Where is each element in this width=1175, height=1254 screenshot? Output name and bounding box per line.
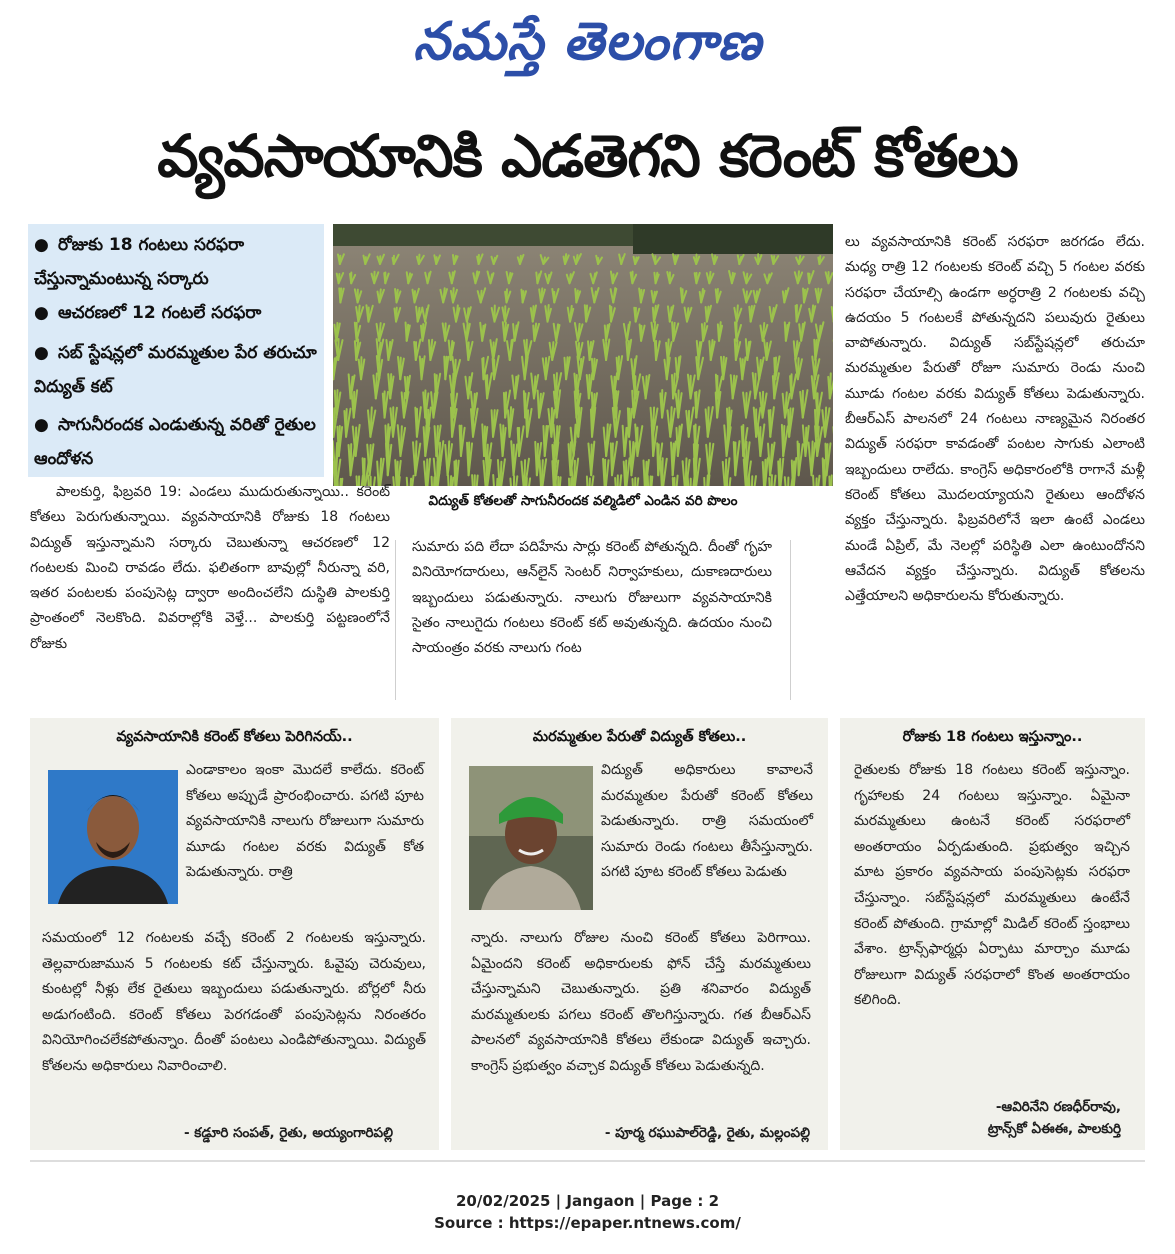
quote-box-farmer-2 — [451, 718, 828, 1150]
quote-box-title: మరమ్మతుల పేరుతో విద్యుత్ కోతలు.. — [532, 729, 747, 745]
article-text: లు వ్యవసాయానికి కరెంట్ సరఫరా జరగడం లేదు. మధ్య రాత్రి 12 గంటలకు కరెంట్ వచ్చి 5 గంటల వరకు సరఫరా చేయాల్సి ఉండగా అర్ధరాత్రి 2 గంటలకు వచ్చి ఉదయం 5 గంటలకే పోతున్నదని పలువురు రైతులు వాపోతున్నారు. విద్యుత్ సబ్‌స్టేషన్లలో తరుచూ మరమ్మతుల పేరుతో రోజూ సుమారు రెండు నుంచి మూడు గంటల వరకు విద్యుత్ కోతలు పెడుతున్నారు. బీఆర్‌ఎస్ పాలనలో 24 గంటలు నాణ్యమైన నిరంతర విద్యుత్ సరఫరా కావడంతో పంటల సాగుకు ఎలాంటి ఇబ్బందులు రాలేదు. కాంగ్రెస్ అధికారంలోకి రాగానే మళ్లీ కరెంట్ కోతలు మొదలయ్యాయని రైతులు ఆందోళన వ్యక్తం చేస్తున్నారు. ఫిబ్రవరిలోనే ఇలా ఉంటే ఎండలు మండే ఏప్రిల్, మే నెలల్లో పరిస్థితి ఎలా ఉంటుందోనని ఆవేదన వ్యక్తం చేస్తున్నారు. విద్యుత్ కోతలను ఎత్తేయాలని అధికారులను కోరుతున్నారు. — [845, 234, 1145, 605]
column-divider — [790, 540, 791, 700]
signature-line: ట్రాన్స్‌కో ఏఈఈ, పాలకుర్తి — [987, 1121, 1121, 1137]
source-link[interactable]: Source : https://epaper.ntnews.com/ — [434, 1214, 741, 1232]
column-divider — [395, 540, 396, 700]
signature-line: -ఆవిరినేని రణధీర్‌రావు, — [995, 1099, 1121, 1115]
article-column-1 — [30, 480, 390, 657]
paddy-field-photo — [333, 224, 833, 486]
article-column-2 — [412, 535, 772, 661]
quote-box-farmer-1 — [30, 718, 439, 1150]
quote-signature: - పూర్మ రఘుపాల్‌రెడ్డి, రైతు, మల్లంపల్లి — [604, 1125, 810, 1141]
article-headline: వ్యవసాయానికి ఎడతెగని కరెంట్ కోతలు — [157, 122, 1018, 190]
farmer-portrait — [48, 770, 178, 904]
page-info: 20/02/2025 | Jangaon | Page : 2 — [455, 1192, 720, 1210]
quote-box-official — [840, 718, 1145, 1150]
highlight-text: ఆచరణలో 12 గంటలే సరఫరా — [58, 303, 262, 323]
bullet-icon: ● — [34, 303, 49, 323]
quote-signature: - కడ్డూరి సంపత్, రైతు, అయ్యంగారిపల్లి — [184, 1125, 393, 1141]
highlight-item — [34, 228, 324, 296]
article-text: పాలకుర్తి, ఫిబ్రవరి 19: ఎండలు ముదురుతున్నాయి.. కరెంట్ కోతలు పెరుగుతున్నాయి. వ్యవసాయానికి రోజుకు 18 గంటలు విద్యుత్ ఇస్తున్నామని సర్కారు చెబుతున్నా ఆచరణలో 12 గంటలకు మించి రావడం లేదు. ఫలితంగా బావుల్లో నీరున్నా వరి, ఇతర పంటలకు పంపుసెట్ల ద్వారా అందించలేని దుస్థితి పాలకుర్తి ప్రాంతంలో నెలకొంది. వివరాల్లోకి వెళ్తే... పాలకుర్తి పట్టణంలోనే రోజుకు — [30, 484, 390, 652]
quote-text: రైతులకు రోజుకు 18 గంటలు కరెంట్ ఇస్తున్నాం. గృహాలకు 24 గంటలు ఇస్తున్నాం. ఏమైనా మరమ్మతులు ఉంటనే కరెంట్ సరఫరాలో అంతరాయం ఏర్పడుతుంది. ప్రభుత్వం ఇచ్చిన మాట ప్రకారం వ్యవసాయ పంపుసెట్లకు సరఫరా చేస్తున్నాం. సబ్‌స్టేషన్లలో మరమ్మతులు ఉంటేనే కరెంట్ పోతుంది. గ్రామాల్లో మిడిల్ కరెంట్ స్తంభాలు వేశాం. ట్రాన్స్‌ఫార్మర్లు ఏర్పాటు మార్చాం మూడు రోజులుగా విద్యుత్ సరఫరాలో కొంత అంతరాయం కలిగింది. — [854, 762, 1130, 1009]
quote-text: సమయంలో 12 గంటలకు వచ్చే కరెంట్ 2 గంటలకు ఇస్తున్నారు. తెల్లవారుజామున 5 గంటలకు కట్ చేస్తున్నారు. ఓవైపు చెరువులు, కుంటల్లో నీళ్లు లేక రైతులు ఇబ్బందులు పడుతున్నారు. బోర్లలో నీరు అడుగంటింది. కరెంట్ కోతలు పెరగడంతో పంపుసెట్లను నిరంతరం వినియోగించలేకపోతున్నాం. దీంతో పంటలు ఎండిపోతున్నాయి. విద్యుత్ కోతలను అధికారులు నివారించాలి. — [42, 930, 426, 1074]
bullet-icon: ● — [34, 235, 49, 255]
highlight-item — [34, 296, 324, 330]
quote-text: విద్యుత్ అధికారులు కావాలనే మరమ్మతుల పేరుతో కరెంట్ కోతలు పెడుతున్నారు. రాత్రి సమయంలో సుమారు రెండు గంటలు తీసేస్తున్నారు. పగటి పూట కరెంట్ కోతలు పెడుతు — [601, 762, 813, 881]
highlight-text: సబ్ స్టేషన్లలో మరమ్మతుల పేర తరుచూ విద్యుత్ కట్ — [34, 343, 317, 397]
highlight-item — [34, 408, 324, 476]
quote-text: న్నారు. నాలుగు రోజుల నుంచి కరెంట్ కోతలు పెరిగాయి. ఏమైందని కరెంట్ అధికారులకు ఫోన్ చేస్తే మరమ్మతులు చేస్తున్నామని చెబుతున్నారు. ప్రతి శనివారం విద్యుత్ మరమ్మతులకు పగలు కరెంట్ తొలగిస్తున్నారు. గత బీఆర్‌ఎస్ పాలనలో వ్యవసాయానికి కోతలు లేకుండా విద్యుత్ ఇచ్చారు. కాంగ్రెస్ ప్రభుత్వం వచ్చాక విద్యుత్ కోతలు పెడుతున్నది. — [471, 930, 811, 1074]
highlight-text: సాగునీరందక ఎండుతున్న వరితో రైతుల ఆందోళన — [34, 415, 316, 469]
article-text: సుమారు పది లేదా పదిహేను సార్లు కరెంట్ పోతున్నది. దీంతో గృహ వినియోగదారులు, ఆన్‌లైన్ సెంటర్ నిర్వాహకులు, దుకాణదారులు ఇబ్బందులు పడుతున్నారు. నాలుగు రోజులుగా వ్యవసాయానికి సైతం నాలుగైదు గంటలు కరెంట్ కట్ అవుతున్నది. ఉదయం నుంచి సాయంత్రం వరకు నాలుగు గంట — [412, 539, 772, 657]
bullet-icon: ● — [34, 415, 49, 435]
highlight-item — [34, 336, 324, 404]
quote-box-title: రోజుకు 18 గంటలు ఇస్తున్నాం.. — [902, 729, 1083, 745]
bottom-rule — [30, 1160, 1145, 1162]
newspaper-masthead: నమస్తే తెలంగాణ — [413, 12, 762, 72]
article-column-3 — [845, 230, 1145, 609]
highlights-box — [28, 224, 324, 477]
quote-box-title: వ్యవసాయానికి కరెంట్ కోతలు పెరిగినయ్.. — [116, 729, 353, 745]
photo-caption: విద్యుత్ కోతలతో సాగునీరందక వల్మిడిలో ఎండిన వరి పొలం — [428, 493, 738, 509]
highlight-text: రోజుకు 18 గంటలు సరఫరా చేస్తున్నామంటున్న సర్కారు — [34, 235, 245, 289]
quote-text: ఎండాకాలం ఇంకా మొదలే కాలేదు. కరెంట్ కోతలు అప్పుడే ప్రారంభించారు. పగటి పూట వ్యవసాయానికి నాలుగు రోజులుగా సుమారు మూడు గంటల వరకు విద్యుత్ కోత పెడుతున్నారు. రాత్రి — [186, 762, 424, 881]
farmer-portrait — [469, 766, 593, 910]
quote-signature — [988, 1096, 1121, 1140]
bullet-icon: ● — [34, 343, 49, 363]
